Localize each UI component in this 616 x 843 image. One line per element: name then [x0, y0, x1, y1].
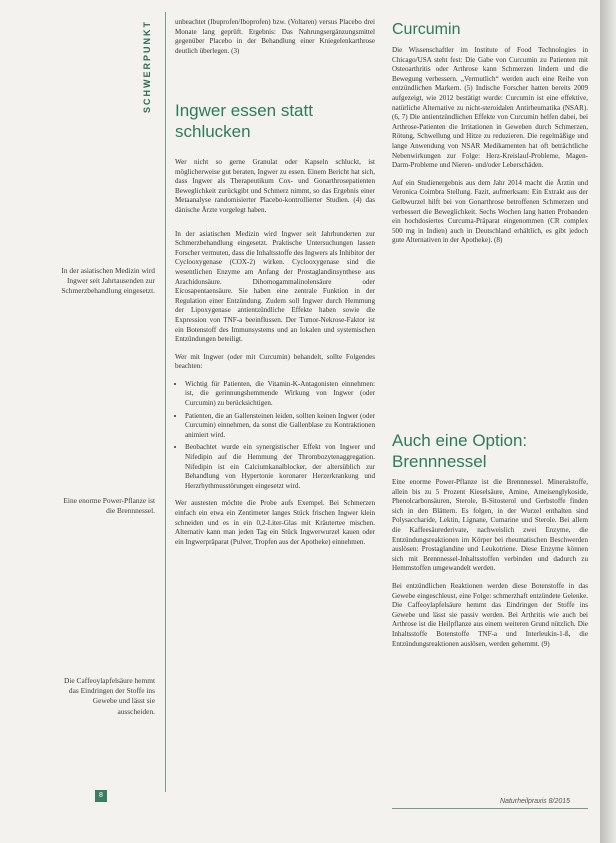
- margin-note-brennnessel: Eine enorme Power-Pflanze ist die Brennnessel.: [63, 496, 155, 516]
- intro-paragraph: unbeachtet (Ibuprofen/Iboprofen) bzw. (Voltaren) versus Placebo drei Monate lang geprüft. Ergebnis: Das Nahrungsergänzungsmittel gegenüber Placebo in der Behandlung einer Kniegelenkarthrose deutlich überlegen. (3): [175, 18, 375, 55]
- bullet-list: [175, 380, 375, 492]
- paragraph: Die Wissenschaftler im Institute of Food Technologies in Chicago/USA steht fest: Die Gabe von Curcumin zu Patienten mit Osteoarthritis oder Arthrose kann Schmerzen lindern und die Bewegung verbessern. „Vermutlich“ werden auch eine Reihe von entzündlichen Markern. (5) Indische Forscher hatten bereits 2009 aufgezeigt, wie 2012 bestätigt wurde: Curcumin ist eine effektive, natürliche Alternative zu nicht-steroidalen Antirheumatika (NSAR). (6, 7) Die antientzündlichen Effekte von Curcumin helfen dabei, bei Arthrose-Patienten die Irritationen in Geweben durch Schmerzen, Rötung, Schwellung und Hitze zu reduzieren. Die regelmäßige und lange Anwendung von NSAR Medikamenten hat oft beträchtliche Nebenwirkungen zur Folge: Herz-Kreislauf-Probleme, Magen-Darm-Probleme und Nieren- und/oder Leberschäden.: [392, 46, 588, 170]
- paragraph: Bei entzündlichen Reaktionen werden diese Botenstoffe in das Gewebe eingeschleust, eine Folge: schmerzhaft entzündete Gelenke. Die Caffeoylapfelsäure hemmt das Eindringen der Stoffe ins Gewebe und lässt sie passiv werden. Bei Arthritis wie auch bei Arthrose ist die Heilpflanze aus einem weiteren Grund nützlich. Die Inhaltsstoffe Botenstoffe TNF-a und Interleukin-1-ß, die Entzündungsreaktionen auslösen, werden gehemmt. (9): [392, 581, 588, 648]
- col2-brennnessel: [392, 478, 588, 657]
- journal-footer: Naturheilpraxis 8/2015: [500, 798, 571, 805]
- heading-brennnessel: Auch eine Option: Brennnessel: [392, 431, 528, 471]
- margin-note-caffeoyl: Die Caffeoylapfelsäure hemmt das Eindringen der Stoffe ins Gewebe und lässt sie ausscheiden.: [64, 676, 155, 716]
- column-rule: [165, 12, 166, 792]
- list-item: • Beobachtet wurde ein synergistischer Effekt von Ingwer und Nifedipin auf die Hemmung der Thrombozytenaggregation. Nifedipin ist ein Calciumkanalblocker, der altersüblich zur Behandlung von Hypertonie koronarer Herzerkrankung und Herzrhythmusstörungen eingesetzt wird.: [185, 443, 375, 491]
- page-number: 8: [95, 790, 107, 802]
- paragraph: Wer nicht so gerne Granulat oder Kapseln schluckt, ist möglicherweise gut beraten, Ingwer zu essen. Einem Bericht hat sich, dass Ingwer als Therapeutikum Cox- und Gonarthrosepatienten Beweglichkeit zurückgibt und Schmerz nimmt, so das Ergebnis einer Metaanalyse randomisierter Placebo-kontrollierter Studien. (4) das dänische Ärzte vorgelegt haben.: [175, 158, 375, 214]
- col1-body: [175, 158, 375, 555]
- heading-curcumin: Curcumin: [392, 21, 461, 38]
- section-label: SCHWERPUNKT: [142, 20, 152, 113]
- col1-intro: [175, 18, 375, 64]
- col2-curcumin: [392, 46, 588, 254]
- paragraph: Eine enorme Power-Pflanze ist die Brennnessel. Mineralstoffe, allein bis zu 5 Prozent Kieselsäure, Amine, Ameisenglykoside, Phenolcarbonsäuren, Sterole, Β-Sitosterol und Gerbstoffe finden sich in den Blättern. Es folgen, in der Wurzel enthalten sind Polysaccharide, Lektin, Lignane, Cumarine und Sterole. Bei allem die Kaffeesäurederivate, nachweislich zwei Enzyme, die Entzündungsreaktionen im Körper bei rheumatischen Beschwerden auslösen: Prostaglandine und Leukotriene. Diese Enzyme können sich mit Brennnessel-Inhaltsstoffen verbinden und dadurch zu Hemmstoffen umgewandelt werden.: [392, 478, 588, 573]
- list-item: • Patienten, die an Gallensteinen leiden, sollten keinen Ingwer (oder Curcumin) einnehmen, da sonst die Gallenblase zu Kontraktionen animiert wird.: [185, 412, 375, 441]
- paragraph: In der asiatischen Medizin wird Ingwer seit Jahrhunderten zur Schmerzbehandlung eingesetzt. Praktische Untersuchungen lassen Forscher vermuten, dass die Inhaltsstoffe des Ingwers als Inhibitor der Cyclooxygenase (COX-2) wirken. Cyclooxygenase sind die wesentlichen Enzyme am Anfang der Prostaglandinsynthese aus Arachidonsäure. Dihomogammalinolensäure oder Eicosapentaensäure. Sie haben eine zentrale Funktion in der Regulation einer Entzündung. Zudem soll Ingwer durch Hemmung der Lipoxygenase antientzündliche Effekte haben sowie die Expression von TNF-a beeinflussen. Der Tumor-Nekrose-Faktor ist ein Botenstoff des Immunsystems und an lokalen und systemischen Entzündungen beteiligt.: [175, 229, 375, 344]
- list-item: • Wichtig für Patienten, die Vitamin-K-Antagonisten einnehmen: ist, die gerinnungshemmende Wirkung von Ingwer (oder Curcumin) zu berücksichtigen.: [185, 380, 375, 409]
- page-edge: [600, 0, 616, 843]
- margin-note-ingwer: In der asiatischen Medizin wird Ingwer seit Jahrtausenden zur Schmerzbehandlung eingesetzt.: [61, 266, 155, 296]
- paragraph: Auf ein Studienergebnis aus dem Jahr 2014 macht die Ärztin und Veronica Coimbra Stellung. Fazit, aufmerksam: Ein Extrakt aus der Gelbwurzel hilft bei von Gonarthrose betroffenen Schmerzen und verbessert die Beweglichkeit. Sechs Wochen lang hatten Probanden ein hochdosiertes Curcuma-Präparat eingenommen (CR complex 500 mg in Indien) auch in Deutschland erhältlich, es gibt jedoch gute Alternativen in der Apotheke). (8): [392, 178, 588, 245]
- heading-ingwer: Ingwer essen statt schlucken: [175, 101, 313, 141]
- footer-rule: [392, 808, 588, 809]
- paragraph: Wer mit Ingwer (oder mit Curcumin) behandelt, sollte Folgendes beachten:: [175, 352, 375, 371]
- paragraph: Wer austesten möchte die Probe aufs Exempel. Bei Schmerzen einfach ein etwa ein Zentimeter langes Stück frischen Ingwer klein schneiden und es in ein 0,2-Liter-Glas mit Kräutertee mischen. Alternativ kann man jeden Tag ein Stück Ingwerwurzel kauen oder ein Ingwerpräparat (Pulver, Tropfen aus der Apotheke) einnehmen.: [175, 499, 375, 546]
